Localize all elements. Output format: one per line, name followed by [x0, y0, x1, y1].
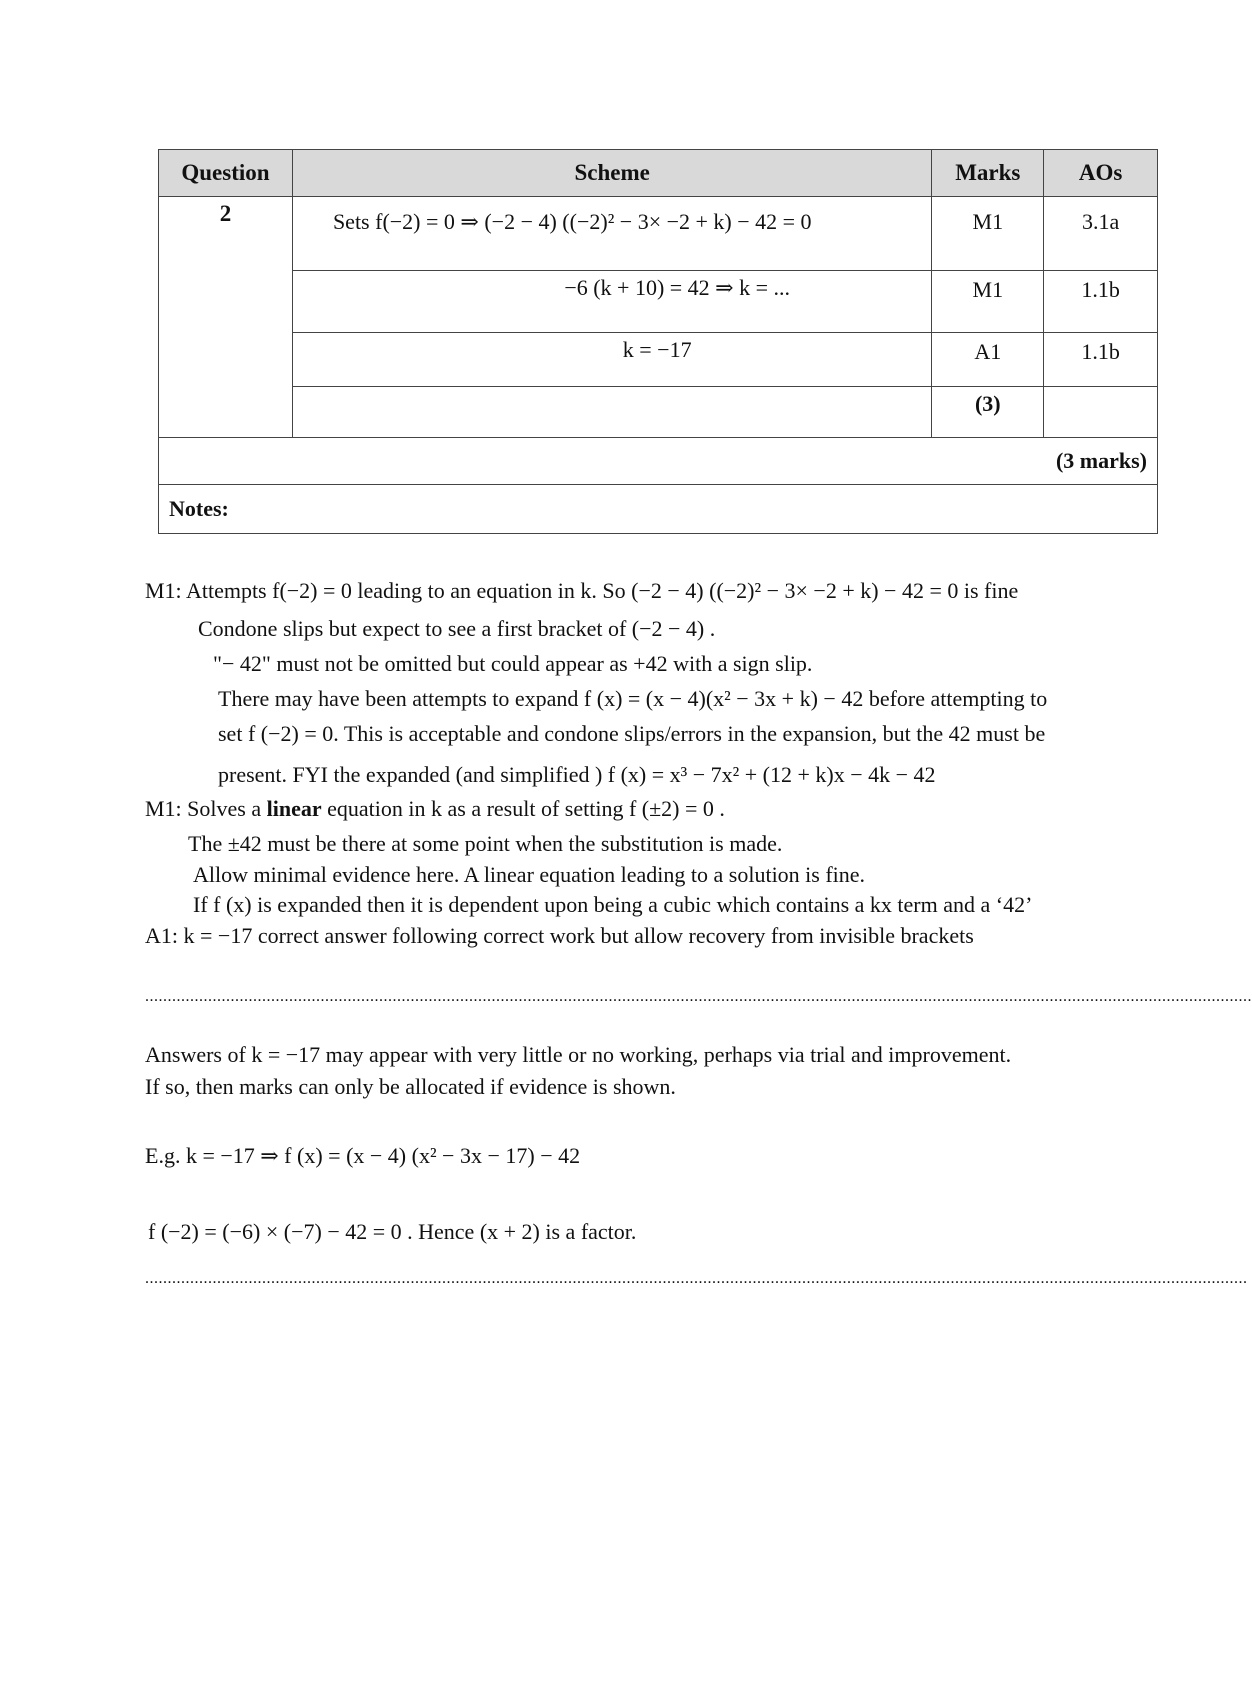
note-line: Condone slips but expect to see a first bracket of (−2 − 4) .: [198, 616, 716, 641]
header-marks: Marks: [932, 150, 1044, 197]
table-row: [159, 197, 1158, 271]
mark-code: A1: [932, 333, 1044, 387]
scheme-step: −6 (k + 10) = 42 ⇒ k = ...: [292, 271, 931, 333]
note-line: set f (−2) = 0. This is acceptable and condone slips/errors in the expansion, but the 42 must be: [218, 721, 1046, 746]
total-row: [159, 438, 1158, 485]
note-text-bold: linear: [266, 796, 322, 821]
example-line: E.g. k = −17 ⇒ f (x) = (x − 4) (x² − 3x − 17) − 42: [145, 1143, 581, 1168]
table-header-row: [159, 150, 1158, 197]
note-line: Allow minimal evidence here. A linear equation leading to a solution is fine.: [193, 862, 866, 887]
assessment-objective: 1.1b: [1044, 333, 1158, 387]
note-line: If so, then marks can only be allocated if evidence is shown.: [145, 1074, 676, 1099]
assessment-objective: 1.1b: [1044, 271, 1158, 333]
question-number: 2: [159, 197, 293, 438]
note-line: present. FYI the expanded (and simplified ) f (x) = x³ − 7x² + (12 + k)x − 4k − 42: [218, 762, 936, 787]
dotted-separator: .....................................................................................................................................................................................................................................................: [145, 1270, 1248, 1287]
note-line: The ±42 must be there at some point when the substitution is made.: [188, 831, 783, 856]
note-line-m1-second: [145, 796, 725, 822]
subtotal-marks: (3): [932, 387, 1044, 438]
note-line: Answers of k = −17 may appear with very little or no working, perhaps via trial and improvement.: [145, 1042, 1012, 1067]
table-row: [159, 333, 1158, 387]
note-text: equation in k as a result of setting f (±2) = 0 .: [321, 796, 725, 821]
scheme-step: k = −17: [292, 333, 931, 387]
header-question: Question: [159, 150, 293, 197]
table-row: [159, 271, 1158, 333]
header-scheme: Scheme: [292, 150, 931, 197]
note-line-m1: M1: Attempts f(−2) = 0 leading to an equation in k. So (−2 − 4) ((−2)² − 3× −2 + k) − 42 = 0 is fine: [145, 578, 1019, 603]
mark-scheme-table: [158, 149, 1158, 534]
scheme-step: Sets f(−2) = 0 ⇒ (−2 − 4) ((−2)² − 3× −2 + k) − 42 = 0: [292, 197, 931, 271]
notes-label: Notes:: [159, 485, 1158, 534]
assessment-objective: 3.1a: [1044, 197, 1158, 271]
header-aos: AOs: [1044, 150, 1158, 197]
mark-code: M1: [932, 271, 1044, 333]
note-text: M1: Solves a: [145, 796, 267, 821]
ao-empty-cell: [1044, 387, 1158, 438]
note-line: If f (x) is expanded then it is dependent upon being a cubic which contains a kx term and a ‘42’: [193, 892, 1033, 917]
table-row: [159, 387, 1158, 438]
note-line: There may have been attempts to expand f (x) = (x − 4)(x² − 3x + k) − 42 before attempting to: [218, 686, 1048, 711]
note-line: "− 42" must not be omitted but could appear as +42 with a sign slip.: [213, 651, 813, 676]
scheme-empty-cell: [292, 387, 931, 438]
total-marks: (3 marks): [159, 438, 1158, 485]
dotted-separator: ......................................................................................................................................................................................................................................................: [145, 988, 1252, 1005]
note-line-a1: A1: k = −17 correct answer following correct work but allow recovery from invisible brackets: [145, 923, 974, 948]
notes-row: [159, 485, 1158, 534]
mark-code: M1: [932, 197, 1044, 271]
example-line: f (−2) = (−6) × (−7) − 42 = 0 . Hence (x + 2) is a factor.: [148, 1219, 637, 1244]
